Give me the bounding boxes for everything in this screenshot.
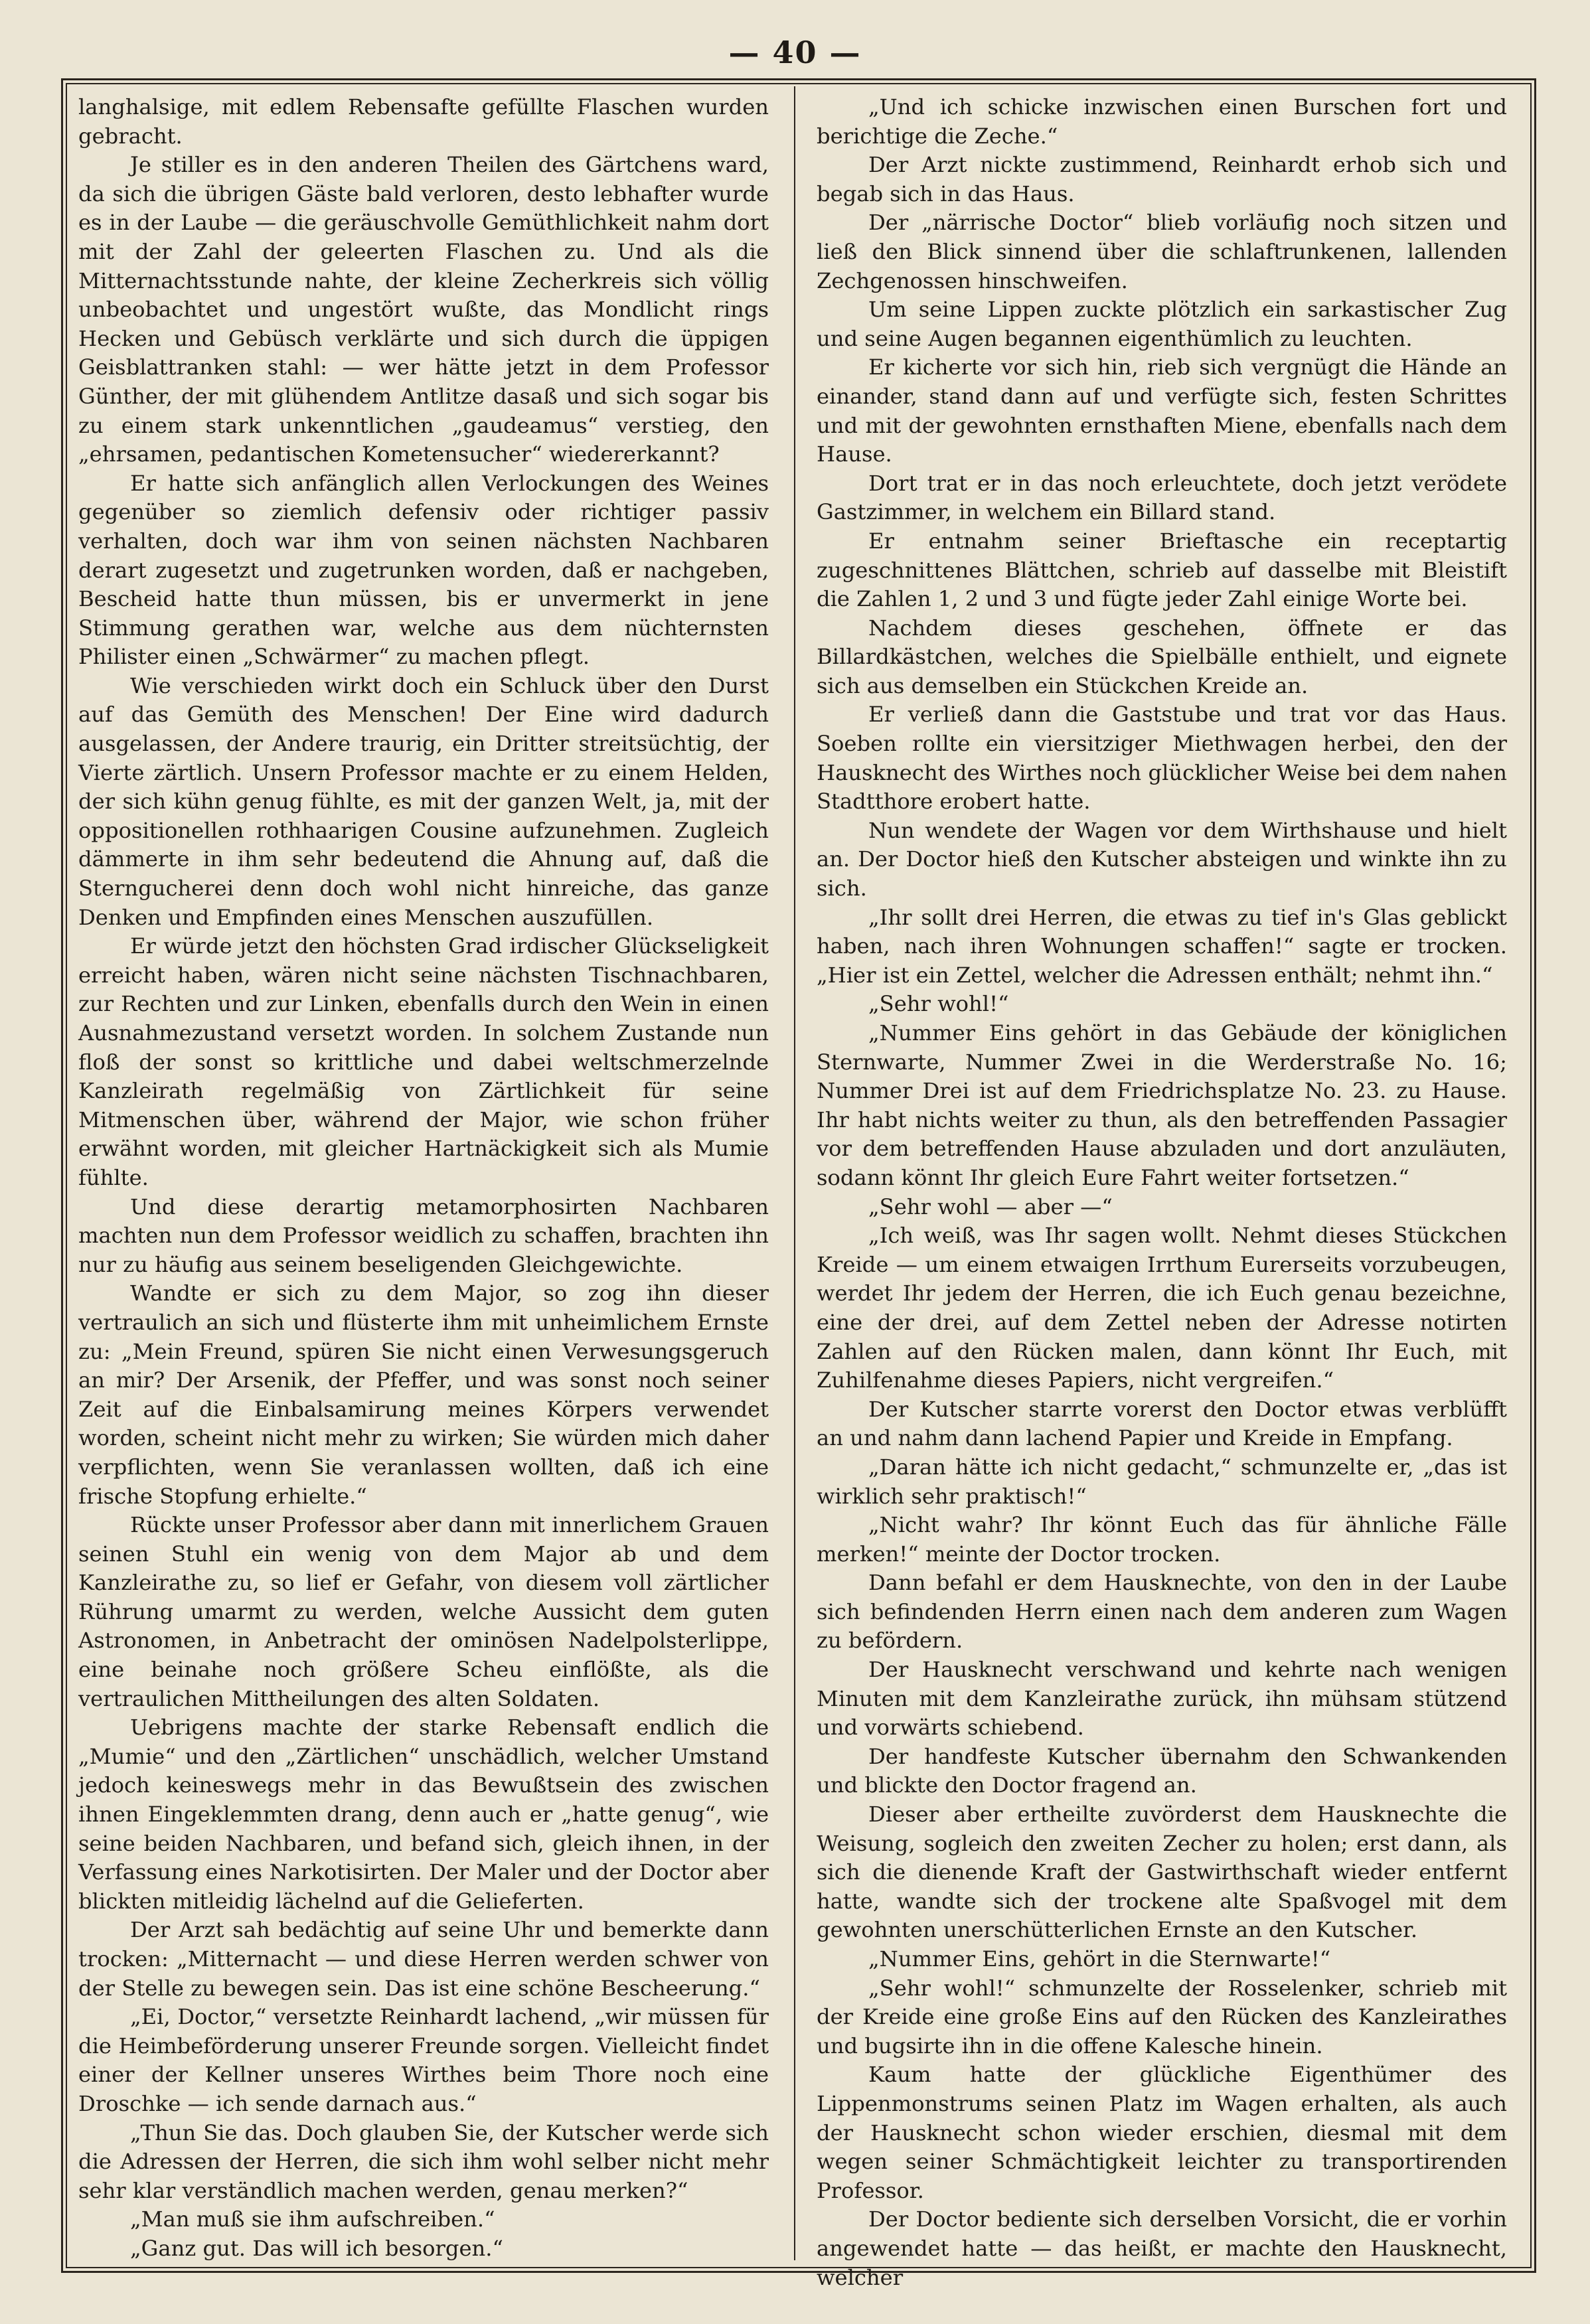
column-divider (794, 86, 795, 2260)
paragraph: „Nummer Eins gehört in das Gebäude der königlichen Sternwarte, Nummer Zwei in die Werderstraße No. 16; Nummer Drei ist auf dem Friedrichsplatze No. 23. zu Hause. Ihr habt nichts weiter zu thun, als den betreffenden Passagier vor dem betreffenden Hause abzuladen und dort anzuläuten, sodann könnt Ihr gleich Eure Fahrt weiter fortsetzen.“ (817, 1020, 1507, 1190)
paragraph: Wandte er sich zu dem Major, so zog ihn dieser vertraulich an sich und flüsterte ihm mit unheimlichem Ernste zu: „Mein Freund, spüren Sie nicht einen Verwesungsgeruch an mir? Der Arsenik, der Pfeffer, und was sonst noch seiner Zeit auf die Einbalsamirung meines Körpers verwendet worden, scheint nicht mehr zu wirken; Sie würden mich daher verpflichten, wenn Sie veranlassen wollten, daß ich eine frische Stopfung erhielte.“ (78, 1280, 769, 1509)
paragraph: Er entnahm seiner Brieftasche ein receptartig zugeschnittenes Blättchen, schrieb auf dasselbe mit Bleistift die Zahlen 1, 2 und 3 und fügte jeder Zahl einige Worte bei. (817, 528, 1507, 612)
paragraph: Wie verschieden wirkt doch ein Schluck über den Durst auf das Gemüth des Menschen! Der Eine wird dadurch ausgelassen, der Andere traurig, ein Dritter streitsüchtig, der Vierte zärtlich. Unsern Professor machte er zu einem Helden, der sich kühn genug fühlte, es mit der ganzen Welt, ja, mit der oppositionellen rothhaarigen Cousine aufzunehmen. Zugleich dämmerte in ihm sehr bedeutend die Ahnung auf, daß die Sterngucherei denn doch wohl nicht hinreiche, das ganze Denken und Empfinden eines Menschen auszufüllen. (78, 672, 769, 930)
paragraph: Der Doctor bediente sich derselben Vorsicht, die er vorhin angewendet hatte — das heißt, er machte den Hausknecht, welcher (817, 2207, 1507, 2290)
paragraph: Dort trat er in das noch erleuchtete, doch jetzt verödete Gastzimmer, in welchem ein Billard stand. (817, 470, 1507, 525)
paragraph: Der Kutscher starrte vorerst den Doctor etwas verblüfft an und nahm dann lachend Papier und Kreide in Empfang. (817, 1396, 1507, 1451)
paragraph: Um seine Lippen zuckte plötzlich ein sarkastischer Zug und seine Augen begannen eigenthümlich zu leuchten. (817, 297, 1507, 351)
paragraph: Je stiller es in den anderen Theilen des Gärtchens ward, da sich die übrigen Gäste bald verloren, desto lebhafter wurde es in der Laube — die geräuschvolle Gemüthlichkeit nahm dort mit der Zahl der geleerten Flaschen zu. Und als die Mitternachtsstunde nahte, der kleine Zecherkreis sich völlig unbeobachtet und ungestört wußte, das Mondlicht rings Hecken und Gebüsch verklärte und sich durch die üppigen Geisblattranken stahl: — wer hätte jetzt in dem Professor Günther, der mit glühendem Antlitze dasaß und sich sogar bis zu einem stark unkenntlichen „gaudeamus“ verstieg, den „ehrsamen, pedantischen Kometensucher“ wiedererkannt? (78, 152, 769, 467)
paragraph: Er kicherte vor sich hin, rieb sich vergnügt die Hände an einander, stand dann auf und verfügte sich, festen Schrittes und mit der gewohnten ernsthaften Miene, ebenfalls nach dem Hause. (817, 354, 1507, 467)
left-column (78, 93, 769, 2261)
paragraph: Dann befahl er dem Hausknechte, von den in der Laube sich befindenden Herrn einen nach dem anderen zum Wagen zu befördern. (817, 1570, 1507, 1654)
right-column (817, 93, 1507, 2290)
paragraph: Kaum hatte der glückliche Eigenthümer des Lippenmonstrums seinen Platz im Wagen erhalten, als auch der Hausknecht schon wieder erschien, diesmal mit dem wegen seiner Schmächtigkeit leichter zu transportirenden Professor. (817, 2062, 1507, 2203)
paragraph: „Man muß sie ihm aufschreiben.“ (130, 2207, 495, 2232)
paragraph: Der Arzt sah bedächtig auf seine Uhr und bemerkte dann trocken: „Mitternacht — und diese Herren werden schwer von der Stelle zu bewegen sein. Das ist eine schöne Bescheerung.“ (78, 1917, 769, 2001)
paragraph: „Ihr sollt drei Herren, die etwas zu tief in's Glas geblickt haben, nach ihren Wohnungen schaffen!“ sagte er trocken. „Hier ist ein Zettel, welcher die Adressen enthält; nehmt ihn.“ (817, 904, 1507, 988)
paragraph: „Ich weiß, was Ihr sagen wollt. Nehmt dieses Stückchen Kreide — um einem etwaigen Irrthum Eurerseits vorzubeugen, werdet Ihr jedem der Herren, die ich Euch genau bezeichne, eine der drei, auf dem Zettel neben der Adresse notirten Zahlen auf den Rücken malen, dann könnt Ihr Euch, mit Zuhilfenahme dieses Papiers, nicht vergreifen.“ (817, 1223, 1507, 1393)
paragraph: „Sehr wohl — aber —“ (868, 1194, 1113, 1219)
paragraph: Und diese derartig metamorphosirten Nachbaren machten nun dem Professor weidlich zu schaffen, brachten ihn nur zu häufig aus seinem beseligenden Gleichgewichte. (78, 1194, 769, 1277)
paragraph: Nun wendete der Wagen vor dem Wirthshause und hielt an. Der Doctor hieß den Kutscher absteigen und winkte ihn zu sich. (817, 817, 1507, 901)
paragraph: „Thun Sie das. Doch glauben Sie, der Kutscher werde sich die Adressen der Herren, die sich ihm wohl selber nicht mehr sehr klar verständlich machen werden, genau merken?“ (78, 2120, 769, 2203)
page-number: — 40 — (728, 35, 862, 70)
paragraph: Er würde jetzt den höchsten Grad irdischer Glückseligkeit erreicht haben, wären nicht seine nächsten Tischnachbaren, zur Rechten und zur Linken, ebenfalls durch den Wein in einen Ausnahmezustand versetzt worden. In solchem Zustande nun floß der sonst so krittliche und dabei weltschmerzelnde Kanzleirath regelmäßig von Zärtlichkeit für seine Mitmenschen über, während der Major, wie schon früher erwähnt worden, mit gleicher Hartnäckigkeit sich als Mumie fühlte. (78, 933, 769, 1190)
paragraph: Er hatte sich anfänglich allen Verlockungen des Weines gegenüber so ziemlich defensiv oder richtiger passiv verhalten, doch war ihm von seinen nächsten Nachbaren derart zugesetzt und zugetrunken worden, daß er nachgeben, Bescheid hatte thun müssen, bis er unvermerkt in jene Stimmung gerathen war, welche aus dem nüchternsten Philister einen „Schwärmer“ zu machen pflegt. (78, 470, 769, 670)
paragraph: Dieser aber ertheilte zuvörderst dem Hausknechte die Weisung, sogleich den zweiten Zecher zu holen; erst dann, als sich die dienende Kraft der Gastwirthschaft wieder entfernt hatte, wandte sich der trockene alte Spaßvogel mit dem gewohnten unerschütterlichen Ernste an den Kutscher. (817, 1802, 1507, 1943)
paragraph: Uebrigens machte der starke Rebensaft endlich die „Mumie“ und den „Zärtlichen“ unschädlich, welcher Umstand jedoch keineswegs mehr in das Bewußtsein des zwischen ihnen Eingeklemmten drang, denn auch er „hatte genug“, wie seine beiden Nachbaren, und befand sich, gleich ihnen, in der Verfassung eines Narkotisirten. Der Maler und der Doctor aber blickten mitleidig lächelnd auf die Gelieferten. (78, 1715, 769, 1914)
paragraph: Der „närrische Doctor“ blieb vorläufig noch sitzen und ließ den Blick sinnend über die schlaftrunkenen, lallenden Zechgenossen hinschweifen. (817, 210, 1507, 293)
paragraph: „Sehr wohl!“ (868, 991, 1009, 1017)
paragraph: Der Arzt nickte zustimmend, Reinhardt erhob sich und begab sich in das Haus. (817, 152, 1507, 206)
paragraph: „Ganz gut. Das will ich besorgen.“ (130, 2235, 503, 2261)
paragraph: „Daran hätte ich nicht gedacht,“ schmunzelte er, „das ist wirklich sehr praktisch!“ (817, 1454, 1507, 1509)
paragraph: Er verließ dann die Gaststube und trat vor das Haus. Soeben rollte ein viersitziger Miethwagen herbei, den der Hausknecht des Wirthes noch glücklicher Weise bei dem nahen Stadtthore erobert hatte. (817, 702, 1507, 814)
paragraph: langhalsige, mit edlem Rebensafte gefüllte Flaschen wurden gebracht. (78, 94, 769, 149)
paragraph: Der Hausknecht verschwand und kehrte nach wenigen Minuten mit dem Kanzleirathe zurück, ihn mühsam stützend und vorwärts schiebend. (817, 1657, 1507, 1741)
paragraph: „Nicht wahr? Ihr könnt Euch das für ähnliche Fälle merken!“ meinte der Doctor trocken. (817, 1512, 1507, 1567)
paragraph: „Ei, Doctor,“ versetzte Reinhardt lachend, „wir müssen für die Heimbeförderung unserer Freunde sorgen. Vielleicht findet einer der Kellner unseres Wirthes beim Thore noch eine Droschke — ich sende darnach aus.“ (78, 2004, 769, 2116)
paragraph: Rückte unser Professor aber dann mit innerlichem Grauen seinen Stuhl ein wenig von dem Major ab und dem Kanzleirathe zu, so lief er Gefahr, von diesem voll zärtlicher Rührung umarmt zu werden, welche Aussicht dem guten Astronomen, in Anbetracht der ominösen Nadelpolsterlippe, eine beinahe noch größere Scheu einflößte, als die vertraulichen Mittheilungen des alten Soldaten. (78, 1512, 769, 1711)
paragraph: Nachdem dieses geschehen, öffnete er das Billardkästchen, welches die Spielbälle enthielt, und eignete sich aus demselben ein Stückchen Kreide an. (817, 615, 1507, 698)
paragraph: „Nummer Eins, gehört in die Sternwarte!“ (868, 1946, 1331, 1972)
paragraph: „Und ich schicke inzwischen einen Burschen fort und berichtige die Zeche.“ (817, 94, 1507, 149)
paragraph: „Sehr wohl!“ schmunzelte der Rosselenker, schrieb mit der Kreide eine große Eins auf den Rücken des Kanzleirathes und bugsirte ihn in die offene Kalesche hinein. (817, 1975, 1507, 2058)
paragraph: Der handfeste Kutscher übernahm den Schwankenden und blickte den Doctor fragend an. (817, 1743, 1507, 1798)
